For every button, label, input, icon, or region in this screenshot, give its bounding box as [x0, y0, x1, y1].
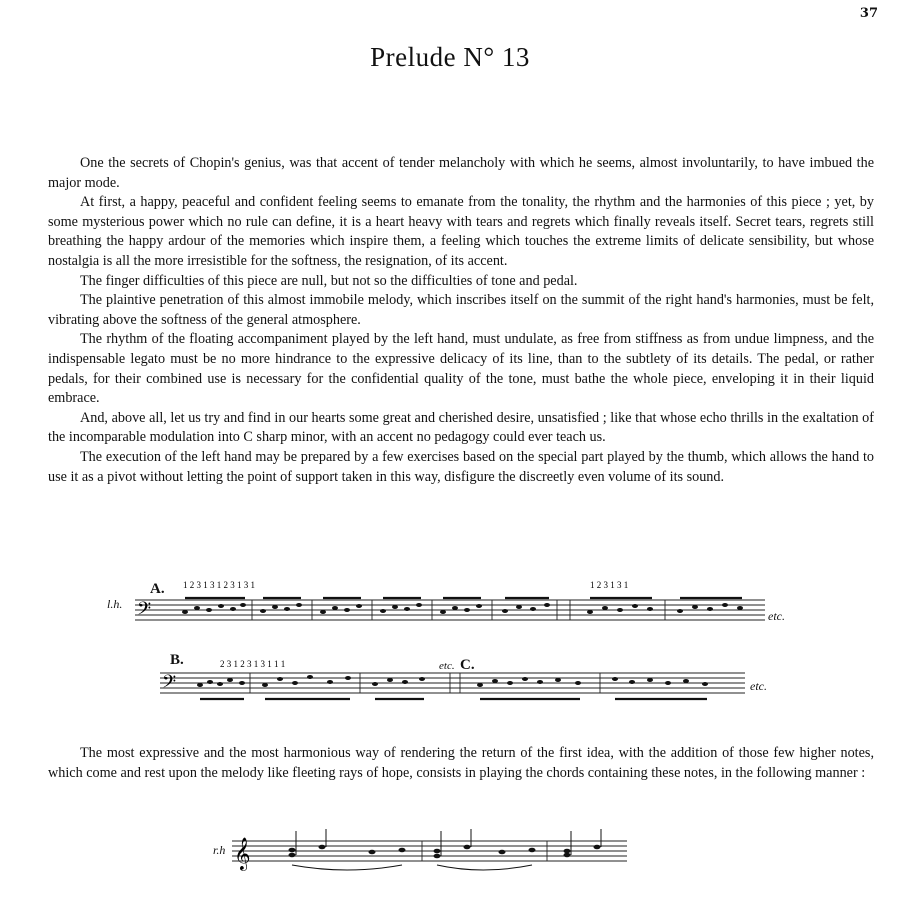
example-a-label: A.: [150, 581, 165, 597]
bass-clef-icon: 𝄢: [162, 671, 177, 696]
left-hand-label: l.h.: [107, 597, 123, 611]
example-c-label: C.: [460, 657, 475, 673]
etc-label: etc.: [768, 609, 785, 623]
fingering: 2 3 1 2 3 1 3 1 1 1: [220, 659, 286, 669]
etc-label: etc.: [750, 679, 767, 693]
music-staff-a: [135, 578, 775, 638]
intro-text: [48, 154, 874, 487]
paragraph: At first, a happy, peaceful and confident feeling seems to emanate from the tonality, the rhythm and the harmonies of this piece ; yet, by some mysterious power which no rule can define, it is a heart heavy with tears and regrets which finally reveals itself. Secret tears, regrets still breathing the happy ardour of the memories which inspire them, a feeling which touches the extreme limits of delicate sensibility, but whose nostalgia is all the more irresistible for the softness, the resignation, of its accent.: [48, 194, 874, 269]
page-number: 37: [859, 6, 878, 21]
note-group: [197, 675, 708, 687]
right-hand-label: r.h: [213, 843, 226, 857]
page-title: Prelude N° 13: [370, 42, 530, 72]
paragraph: The execution of the left hand may be prepared by a few exercises based on the special part played by the thumb, which allows the hand to use it as a pivot without letting the point of support taken in this way, disfigure the discreetly even volume of its sound.: [48, 448, 874, 485]
paragraph: And, above all, let us try and find in our hearts some great and cherished desire, unsatisfied ; like that whose echo thrills in the exaltation of the incomparable modulation into C sharp minor, with an accent no pedagogy could ever teach us.: [48, 409, 874, 446]
closing-text: [48, 744, 874, 783]
paragraph: The rhythm of the floating accompaniment played by the left hand, must undulate, as free from stiffness as from undue limpness, and the indispensable legato must be no more hindrance to the expressive delicacy of its line, than to the subtlety of its details. The pedal, or rather pedals, for their combined use is necessary for the confidential quality of the tone, must bathe the whole piece, enveloping it in their liquid embrace.: [48, 331, 874, 407]
paragraph: The plaintive penetration of this almost immobile melody, which inscribes itself on the summit of the right hand's harmonies, must be felt, vibrating above the softness of the general atmosphere.: [48, 292, 874, 328]
etc-inline-label: etc.: [439, 660, 455, 672]
example-b-label: B.: [170, 652, 184, 668]
fingering: 1 2 3 1 3 1: [590, 580, 629, 590]
bass-clef-icon: 𝄢: [137, 598, 152, 623]
music-staff-b: [160, 655, 750, 710]
paragraph: The most expressive and the most harmonious way of rendering the return of the first idea, with the addition of those few higher notes, which come and rest upon the melody like fleeting rays of hope, consists in playing the chords containing these notes, in the following manner :: [48, 745, 874, 781]
paragraph: One the secrets of Chopin's genius, was that accent of tender melancholy with which he seems, almost involuntarily, to have imbued the major mode.: [48, 155, 874, 191]
treble-clef-icon: 𝄞: [234, 839, 251, 870]
paragraph: The finger difficulties of this piece are null, but not so the difficulties of tone and pedal.: [80, 272, 578, 289]
fingering: 1 2 3 1 3 1 2 3 1 3 1: [183, 580, 255, 590]
music-staff-rh: [232, 825, 632, 880]
